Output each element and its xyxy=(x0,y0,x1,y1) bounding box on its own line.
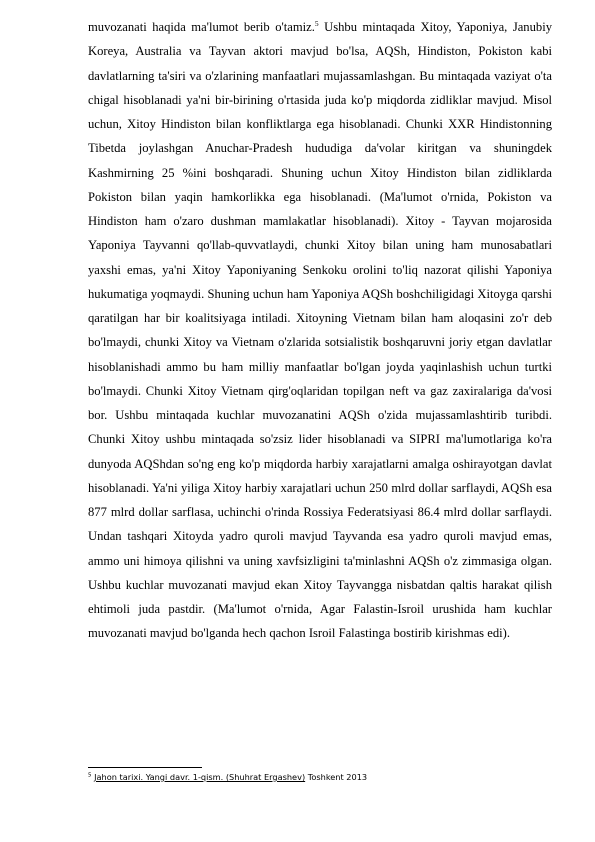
footnote-separator xyxy=(88,767,202,768)
footnote xyxy=(88,772,367,783)
paragraph-text-part-1: muvozanati haqida ma'lumot berib o'tamiz. xyxy=(88,20,315,34)
footnote-reference[interactable]: 5 xyxy=(314,18,319,28)
footnote-number: 5 xyxy=(88,772,92,779)
footnote-source-text: Toshkent 2013 xyxy=(305,772,368,782)
paragraph-text-part-2: Ushbu mintaqada Xitoy, Yaponiya, Janubiy Koreya, Australia va Tayvan aktori mavjud bo'lsa, AQSh, Hindiston, Pokiston kabi davlatlarning ta'siri va o'zlarining manfaatlari mujassamlashgan. Bu mintaqada vaziyat o'ta chigal hisoblanadi ya'ni bir-birining o'rtasida juda ko'p miqdorda zidliklar mavjud. Misol uchun, Xitoy Hindiston bilan konfliktlarga ega hisoblanadi. Chunki XXR Hindistonning Tibetda joylashgan Anuchar-Pradesh hududiga da'volar kiritgan va shuningdek Kashmirning 25 %ini boshqaradi. Shuning uchun Xitoy Hindiston bilan zidliklarda Pokiston bilan yaqin hamkorlikka ega hisoblanadi. (Ma'lumot o'rnida, Pokiston va Hindiston ham o'zaro dushman mamlakatlar hisoblanadi). Xitoy - Tayvan mojarosida Yaponiya Tayvanni qo'llab-quvvatlaydi, chunki Xitoy bilan uning ham munosabatlari yaxshi emas, ya'ni Xitoy Yaponiyaning Senkoku orolini to'liq nazorat qilishi Yaponiya hukumatiga yoqmaydi. Shuning uchun ham Yaponiya AQSh boshchiligidagi Xitoyga qarshi qaratilgan har bir koalitsiyaga intiladi. Xitoyning Vietnam bilan ham aloqasini zo'r deb bo'lmaydi, chunki Xitoy va Vietnam o'zlarida sotsialistik boshqaruvni joriy etgan davlatlar hisoblanishadi ammo bu ham milliy manfaatlar bo'lgan joyda yaqinlashish uchun turtki bo'lmaydi. Chunki Xitoy Vietnam qirg'oqlaridan topilgan neft va gaz zaxiralariga da'vosi bor. Ushbu mintaqada kuchlar muvozanatini AQSh o'zida mujassamlashtirib turibdi. Chunki Xitoy ushbu mintaqada so'zsiz lider hisoblanadi va SIPRI ma'lumotlariga ko'ra dunyoda AQShdan so'ng eng ko'p miqdorda harbiy xarajatlarni amalga oshirayotgan davlat hisoblanadi. Ya'ni yiliga Xitoy harbiy xarajatlari uchun 250 mlrd dollar sarflaydi, AQSh esa 877 mlrd dollar sarflasa, uchinchi o'rinda Rossiya Federatsiyasi 86.4 mlrd dollar sarflaydi. Undan tashqari Xitoyda yadro quroli mavjud Tayvanda esa yadro quroli mavjud emas, ammo uni himoya qilishni va uning xavfsizligini ta'minlashni AQSh o'z zimmasiga olgan. Ushbu kuchlar muvozanati mavjud ekan Xitoy Tayvangga nisbatdan qaltis harakat qilish ehtimoli juda pastdir. (Ma'lumot o'rnida, Agar Falastin-Isroil urushida ham kuchlar muvozanati mavjud bo'lganda hech qachon Isroil Falastinga bostirib kirishmas edi). xyxy=(88,20,552,641)
body-paragraph xyxy=(88,15,552,646)
footnote-link[interactable]: Jahon tarixi. Yangi davr. 1-qism. (Shuhrat Ergashev) xyxy=(94,772,306,782)
